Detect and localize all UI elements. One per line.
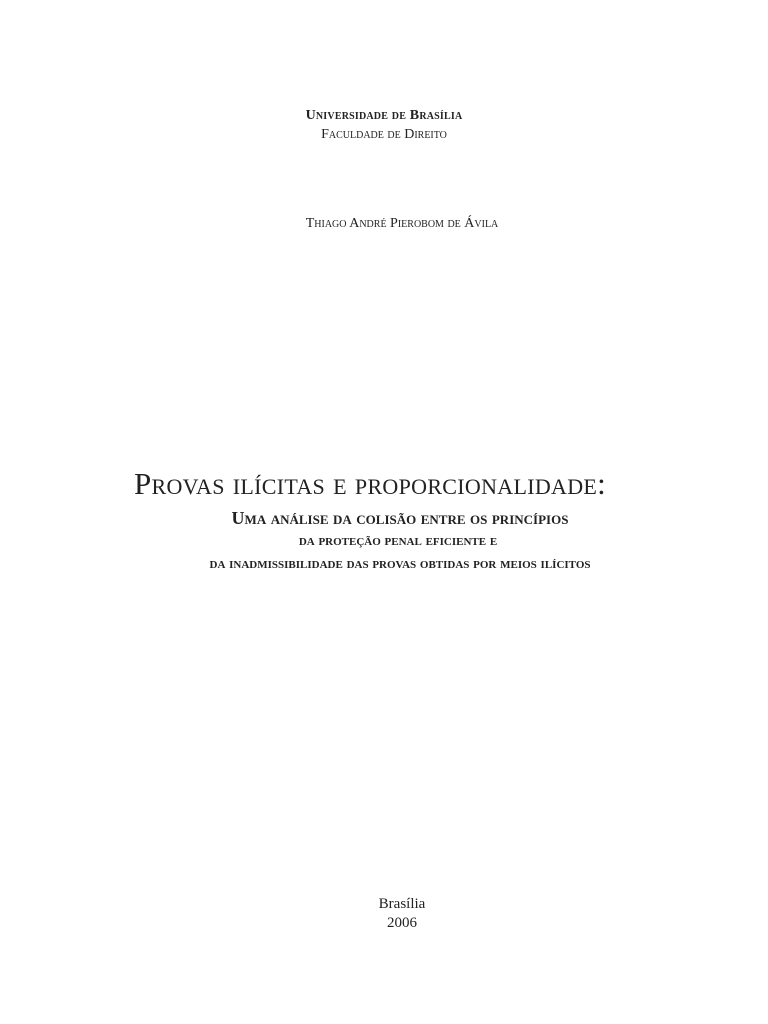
- thesis-subtitle-line-2: da proteção penal eficiente e: [298, 533, 498, 549]
- publication-year: 2006: [387, 915, 417, 931]
- thesis-subtitle-line-3: da inadmissibilidade das provas obtidas por meios ilícitos: [209, 556, 591, 572]
- faculty-name: Faculdade de Direito: [321, 127, 447, 142]
- author-name: Thiago André Pierobom de Ávila: [305, 216, 499, 231]
- publication-city: Brasília: [378, 896, 426, 912]
- university-name: Universidade de Brasília: [305, 108, 463, 123]
- thesis-title: Provas ilícitas e proporcionalidade:: [133, 466, 607, 501]
- thesis-subtitle-line-1: Uma análise da colisão entre os princípios: [231, 508, 569, 528]
